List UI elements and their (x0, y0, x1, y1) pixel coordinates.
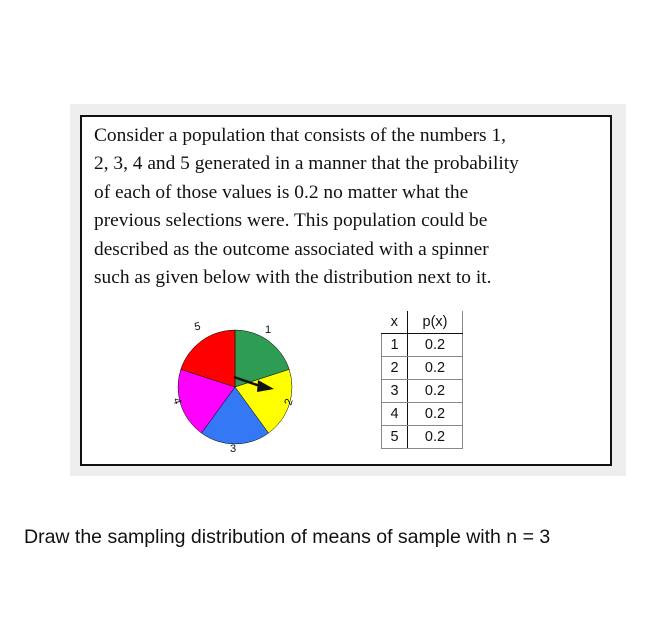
table-row (382, 403, 463, 426)
problem-text (94, 122, 614, 292)
cell-x: 5 (382, 426, 408, 449)
cell-x: 2 (382, 357, 408, 380)
problem-line: previous selections were. This population could be (94, 210, 488, 232)
cell-x: 3 (382, 380, 408, 403)
cell-px: 0.2 (408, 334, 463, 357)
problem-line: 2, 3, 4 and 5 generated in a manner that the probability (94, 153, 519, 175)
spinner-diagram (160, 310, 310, 460)
spinner-label-4: 4 (170, 396, 184, 406)
cell-px: 0.2 (408, 357, 463, 380)
table-row (382, 426, 463, 449)
problem-line: of each of those values is 0.2 no matter what the (94, 181, 469, 203)
question-text: Draw the sampling distribution of means of sample with n = 3 (24, 526, 551, 548)
header-x: x (382, 311, 408, 334)
distribution-table (381, 311, 463, 449)
spinner-label-3: 3 (229, 443, 237, 455)
cell-x: 1 (382, 334, 408, 357)
spinner-label-5: 5 (193, 320, 202, 334)
problem-line: described as the outcome associated with a spinner (94, 238, 489, 260)
table-row (382, 334, 463, 357)
table-row (382, 357, 463, 380)
spinner-label-1: 1 (264, 324, 272, 336)
cell-px: 0.2 (408, 426, 463, 449)
problem-line: such as given below with the distribution next to it. (94, 267, 492, 289)
spinner-label-2: 2 (282, 397, 296, 407)
table-row (382, 380, 463, 403)
cell-x: 4 (382, 403, 408, 426)
cell-px: 0.2 (408, 380, 463, 403)
cell-px: 0.2 (408, 403, 463, 426)
table-header-row (382, 311, 463, 334)
header-px: p(x) (408, 311, 463, 334)
problem-line: Consider a population that consists of the numbers 1, (94, 125, 506, 146)
